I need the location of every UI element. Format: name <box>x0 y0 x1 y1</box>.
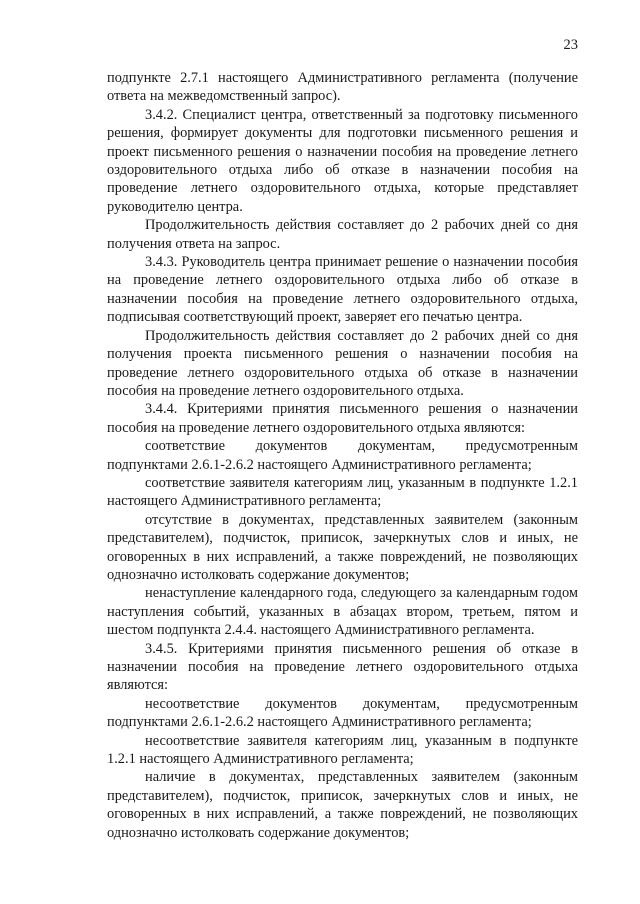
paragraph: несоответствие заявителя категориям лиц, указанным в подпункте 1.2.1 настоящего Административного регламента; <box>107 732 578 768</box>
paragraph: несоответствие документов документам, предусмотренным подпунктами 2.6.1-2.6.2 настоящего Административного регламента; <box>107 695 578 731</box>
paragraph: ненаступление календарного года, следующего за календарным годом наступления событий, указанных в абзацах втором, третьем, пятом и шестом подпункта 2.4.4. настоящего Административного регламента. <box>107 585 578 639</box>
paragraph: Продолжительность действия составляет до 2 рабочих дней со дня получения проекта письменного решения о назначении пособия на проведение летнего оздоровительного отдыха об отказе в назначении пособия на проведение летнего оздоровительного отдыха. <box>107 327 578 399</box>
paragraph: 3.4.2. Специалист центра, ответственный за подготовку письменного решения, формирует документы для подготовки письменного решения и проект письменного решения о назначении пособия на проведение летнего оздоровительного отдыха либо об отказе в назначении пособия на проведение летнего оздоровительного отдыха, которые представляет руководителю центра. <box>107 106 578 215</box>
paragraph: 3.4.3. Руководитель центра принимает решение о назначении пособия на проведение летнего оздоровительного отдыха либо об отказе в назначении пособия на проведение летнего оздоровительного отдыха, подписывая соответствующий проект, заверяет его печатью центра. <box>107 254 578 326</box>
paragraph: отсутствие в документах, представленных заявителем (законным представителем), подчисток, приписок, зачеркнутых слов и иных, не оговоренных в них исправлений, а также повреждений, не позволяющих однозначно истолковать содержание документов; <box>107 511 578 583</box>
paragraph: 3.4.4. Критериями принятия письменного решения о назначении пособия на проведение летнего оздоровительного отдыха являются: <box>107 401 578 436</box>
paragraph: соответствие заявителя категориям лиц, указанным в подпункте 1.2.1 настоящего Административного регламента; <box>107 474 578 510</box>
paragraph: 3.4.5. Критериями принятия письменного решения об отказе в назначении пособия на проведение летнего оздоровительного отдыха являются: <box>107 640 578 694</box>
paragraph: подпункте 2.7.1 настоящего Административного регламента (получение ответа на межведомственный запрос). <box>107 70 578 105</box>
page-number: 23 <box>563 37 578 53</box>
paragraph: наличие в документах, представленных заявителем (законным представителем), подчисток, приписок, зачеркнутых слов и иных, не оговоренных в них исправлений, а также повреждений, не позволяющих однозначно истолковать содержание документов; <box>107 769 578 841</box>
paragraph: Продолжительность действия составляет до 2 рабочих дней со дня получения ответа на запрос. <box>107 217 578 252</box>
paragraph: соответствие документов документам, предусмотренным подпунктами 2.6.1-2.6.2 настоящего Административного регламента; <box>107 438 578 473</box>
document-body <box>107 69 578 842</box>
